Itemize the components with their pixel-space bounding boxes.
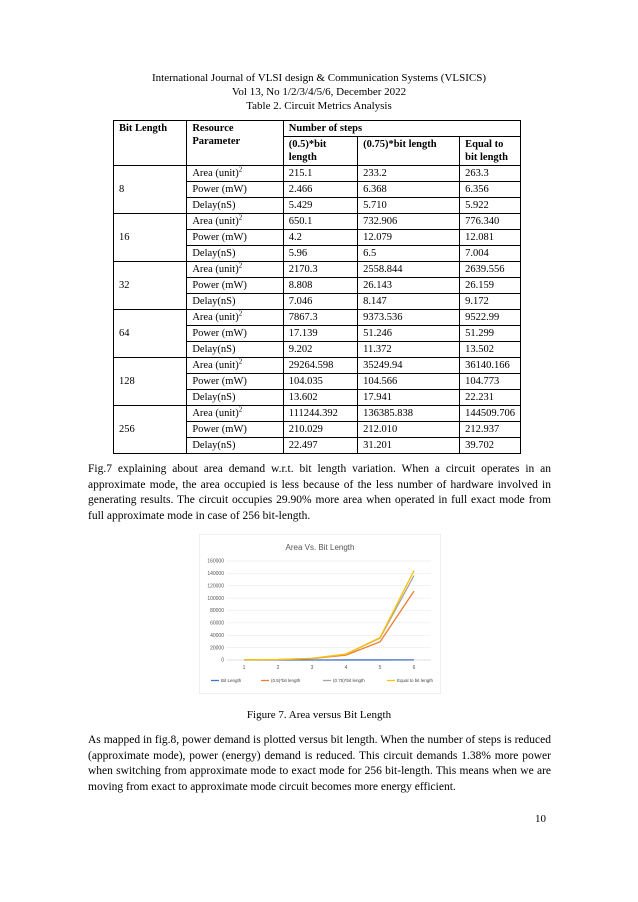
table-header-row: [114, 121, 521, 137]
value-cell: 17.941: [358, 390, 460, 406]
parameter-cell: [187, 198, 283, 214]
x-tick-label: 3: [310, 665, 314, 671]
y-tick-label: 60000: [210, 620, 224, 627]
unit-superscript: 2: [238, 405, 243, 414]
value-cell: 51.246: [358, 326, 460, 342]
chart-title: Area Vs. Bit Length: [285, 543, 355, 552]
y-tick-label: 140000: [207, 571, 224, 578]
value-cell: 35249.94: [358, 358, 460, 374]
parameter-cell: [187, 214, 283, 230]
value-cell: 9.202: [283, 342, 357, 358]
x-tick-label: 2: [276, 665, 280, 671]
table-row: [114, 166, 521, 182]
circuit-metrics-table: [113, 120, 521, 454]
parameter-label: Area (unit): [192, 408, 239, 419]
y-tick-label: 40000: [210, 632, 224, 639]
value-cell: 22.497: [283, 438, 357, 454]
value-cell: 13.502: [460, 342, 521, 358]
page-number: 10: [535, 813, 546, 825]
value-cell: 8.808: [283, 278, 357, 294]
paragraph-power-analysis: As mapped in fig.8, power demand is plotted versus bit length. When the number of steps is reduced (approximate mode), power (energy) demand is reduced. This circuit demands 1.38% more power when switching from approximate mode to exact mode for 256 bit-length. This means when we are moving from exact to approximate mode circuit becomes more energy efficient.: [88, 734, 551, 793]
value-cell: 11.372: [358, 342, 460, 358]
value-cell: 144509.706: [460, 406, 521, 422]
header-bit-length: Bit Length: [114, 121, 187, 166]
table-row: [114, 262, 521, 278]
y-tick-label: 160000: [207, 558, 224, 565]
parameter-cell: [187, 358, 283, 374]
parameter-label: Area (unit): [192, 312, 239, 323]
value-cell: 104.035: [283, 374, 357, 390]
value-cell: 13.602: [283, 390, 357, 406]
unit-superscript: 2: [238, 165, 243, 174]
journal-header: International Journal of VLSI design & Communication Systems (VLSICS): [151, 72, 487, 84]
chart-frame: [199, 534, 441, 694]
value-cell: 111244.392: [283, 406, 357, 422]
value-cell: 650.1: [283, 214, 357, 230]
value-cell: 136385.838: [358, 406, 460, 422]
parameter-cell: [187, 438, 283, 454]
value-cell: 7867.3: [283, 310, 357, 326]
legend-label: (0.75)*bit length: [333, 678, 365, 683]
legend-label: (0.5)*bit length: [271, 678, 301, 683]
parameter-cell: [187, 342, 283, 358]
value-cell: 12.081: [460, 230, 521, 246]
value-cell: 263.3: [460, 166, 521, 182]
value-cell: 26.143: [358, 278, 460, 294]
parameter-label: Delay(nS): [192, 248, 236, 259]
parameter-cell: [187, 166, 283, 182]
value-cell: 233.2: [358, 166, 460, 182]
area-vs-bit-length-chart: [199, 534, 441, 694]
y-tick-label: 20000: [210, 645, 224, 652]
parameter-label: Power (mW): [192, 280, 247, 291]
value-cell: 6.368: [358, 182, 460, 198]
header-half-bit-length: (0.5)*bit length: [283, 137, 357, 166]
value-cell: 29264.598: [283, 358, 357, 374]
bit-length-cell: 256: [114, 406, 187, 454]
unit-superscript: 2: [238, 309, 243, 318]
value-cell: 31.201: [358, 438, 460, 454]
value-cell: 7.046: [283, 294, 357, 310]
value-cell: 4.2: [283, 230, 357, 246]
value-cell: 215.1: [283, 166, 357, 182]
value-cell: 5.710: [358, 198, 460, 214]
parameter-cell: [187, 294, 283, 310]
y-tick-label: 80000: [210, 608, 224, 615]
value-cell: 36140.166: [460, 358, 521, 374]
header-number-of-steps: Number of steps: [283, 121, 520, 137]
value-cell: 2639.556: [460, 262, 521, 278]
value-cell: 51.299: [460, 326, 521, 342]
figure-caption: Figure 7. Area versus Bit Length: [246, 709, 392, 721]
bit-length-cell: 64: [114, 310, 187, 358]
header-equal-bit-length: Equal to bit length: [460, 137, 521, 166]
value-cell: 104.566: [358, 374, 460, 390]
parameter-cell: [187, 278, 283, 294]
x-tick-label: 6: [412, 665, 416, 671]
legend-label: Equal to bit length: [397, 678, 434, 683]
value-cell: 776.340: [460, 214, 521, 230]
table-body: [114, 166, 521, 454]
table-row: [114, 310, 521, 326]
chart-svg: [199, 534, 441, 694]
value-cell: 104.773: [460, 374, 521, 390]
value-cell: 2170.3: [283, 262, 357, 278]
parameter-cell: [187, 262, 283, 278]
parameter-label: Area (unit): [192, 216, 239, 227]
parameter-label: Delay(nS): [192, 200, 236, 211]
parameter-cell: [187, 422, 283, 438]
value-cell: 7.004: [460, 246, 521, 262]
bit-length-cell: 16: [114, 214, 187, 262]
parameter-label: Power (mW): [192, 376, 247, 387]
parameter-label: Delay(nS): [192, 344, 236, 355]
value-cell: 22.231: [460, 390, 521, 406]
value-cell: 8.147: [358, 294, 460, 310]
parameter-label: Area (unit): [192, 360, 239, 371]
parameter-cell: [187, 374, 283, 390]
value-cell: 5.429: [283, 198, 357, 214]
value-cell: 2558.844: [358, 262, 460, 278]
parameter-label: Delay(nS): [192, 392, 236, 403]
unit-superscript: 2: [238, 357, 243, 366]
y-tick-label: 120000: [207, 583, 224, 590]
parameter-label: Area (unit): [192, 264, 239, 275]
parameter-label: Delay(nS): [192, 440, 236, 451]
parameter-cell: [187, 182, 283, 198]
parameter-cell: [187, 246, 283, 262]
legend-label: Bit Length: [221, 678, 242, 683]
value-cell: 5.96: [283, 246, 357, 262]
parameter-label: Area (unit): [192, 168, 239, 179]
unit-superscript: 2: [238, 213, 243, 222]
table-row: [114, 406, 521, 422]
value-cell: 212.010: [358, 422, 460, 438]
parameter-label: Power (mW): [192, 328, 247, 339]
x-tick-label: 1: [242, 665, 246, 671]
value-cell: 39.702: [460, 438, 521, 454]
bit-length-cell: 8: [114, 166, 187, 214]
y-tick-label: 0: [221, 657, 224, 664]
value-cell: 5.922: [460, 198, 521, 214]
value-cell: 212.937: [460, 422, 521, 438]
parameter-cell: [187, 390, 283, 406]
value-cell: 9.172: [460, 294, 521, 310]
value-cell: 210.029: [283, 422, 357, 438]
value-cell: 12.079: [358, 230, 460, 246]
parameter-cell: [187, 310, 283, 326]
parameter-label: Delay(nS): [192, 296, 236, 307]
header-resource-parameter: Resource Parameter: [187, 121, 283, 166]
header-three-quarter-bit-length: (0.75)*bit length: [358, 137, 460, 166]
volume-header: Vol 13, No 1/2/3/4/5/6, December 2022: [231, 86, 407, 98]
parameter-label: Power (mW): [192, 232, 247, 243]
value-cell: 732.906: [358, 214, 460, 230]
parameter-label: Power (mW): [192, 184, 247, 195]
parameter-label: Power (mW): [192, 424, 247, 435]
table-title: Table 2. Circuit Metrics Analysis: [246, 100, 392, 112]
x-tick-label: 5: [378, 665, 382, 671]
value-cell: 26.159: [460, 278, 521, 294]
bit-length-cell: 128: [114, 358, 187, 406]
parameter-cell: [187, 326, 283, 342]
value-cell: 17.139: [283, 326, 357, 342]
parameter-cell: [187, 406, 283, 422]
unit-superscript: 2: [238, 261, 243, 270]
y-tick-label: 100000: [207, 595, 224, 602]
value-cell: 2.466: [283, 182, 357, 198]
value-cell: 9522.99: [460, 310, 521, 326]
table-row: [114, 358, 521, 374]
value-cell: 6.5: [358, 246, 460, 262]
bit-length-cell: 32: [114, 262, 187, 310]
parameter-cell: [187, 230, 283, 246]
value-cell: 9373.536: [358, 310, 460, 326]
value-cell: 6.356: [460, 182, 521, 198]
table-row: [114, 214, 521, 230]
x-tick-label: 4: [344, 665, 348, 671]
paragraph-area-analysis: Fig.7 explaining about area demand w.r.t. bit length variation. When a circuit operates in an approximate mode, the area occupied is less because of the less number of hardware involved in generating results. The circuit occupies 29.90% more area when operated in full exact mode from full approximate mode in case of 256 bit-length.: [88, 463, 551, 522]
